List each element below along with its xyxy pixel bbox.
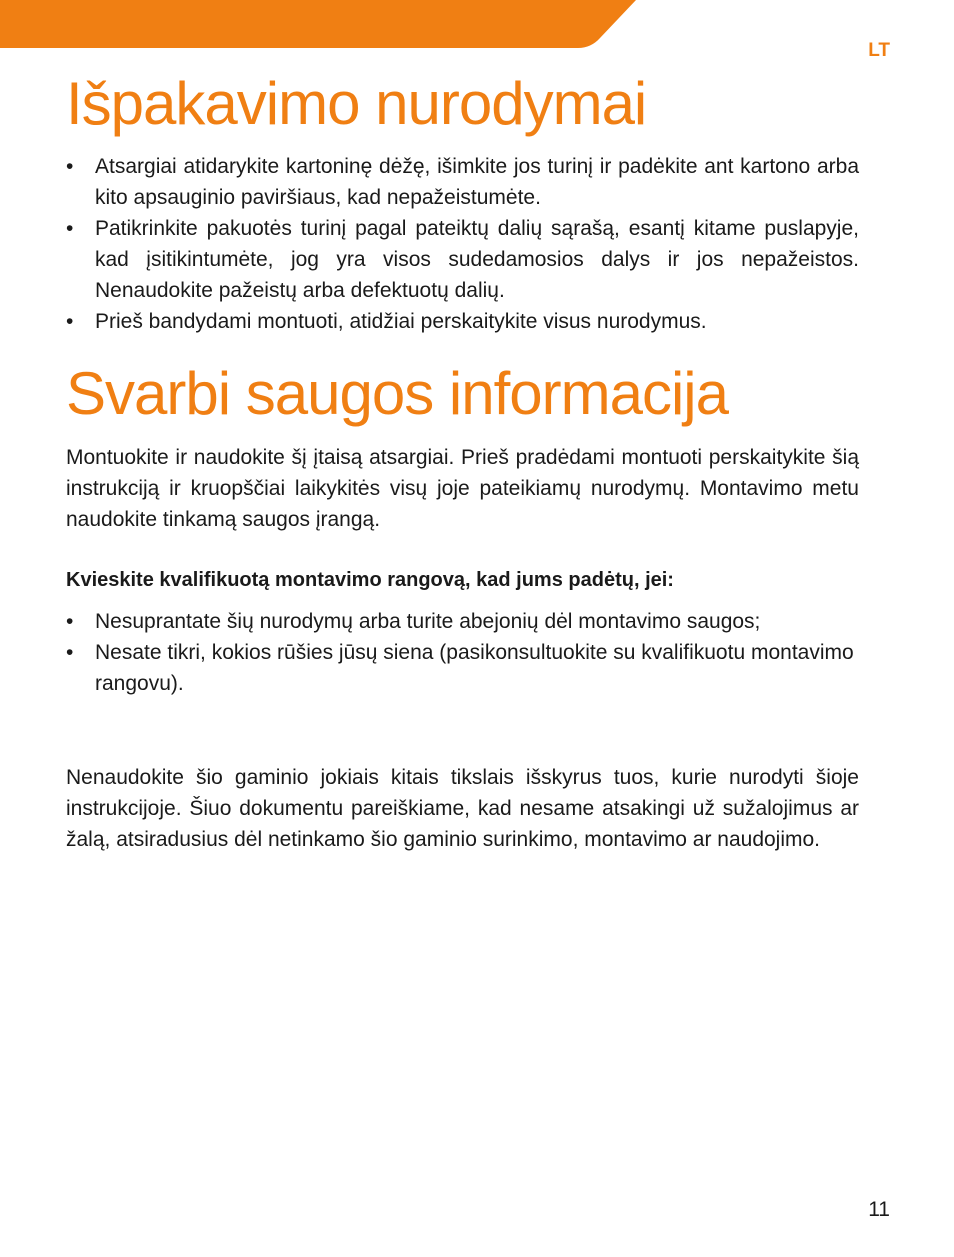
bullet-icon: • — [66, 310, 74, 333]
list-item: • Atsargiai atidarykite kartoninę dėžę, išimkite jos turinį ir padėkite ant kartono arba kito apsauginio paviršiaus, kad nepažeistumėte. — [66, 151, 859, 213]
unpacking-title: Išpakavimo nurodymai — [66, 70, 647, 137]
safety-intro-paragraph: Montuokite ir naudokite šį įtaisą atsargiai. Prieš pradėdami montuoti perskaitykite šią instrukciją ir kruopščiai laikykitės visų joje pateikiamų nurodymų. Montavimo metu naudokite tinkamą saugos įrangą. — [66, 446, 859, 531]
bullet-icon: • — [66, 217, 74, 240]
disclaimer-paragraph: Nenaudokite šio gaminio jokiais kitais tikslais išskyrus tuos, kurie nurodyti šioje instrukcijoje. Šiuo dokumentu pareiškiame, kad nesame atsakingi už sužalojimus ar žalą, atsiradusius dėl netinkamo šio gaminio surinkimo, montavimo ar naudojimo. — [66, 766, 859, 851]
contractor-subheading: Kvieskite kvalifikuotą montavimo rangovą, kad jums padėtų, jei: — [66, 569, 674, 591]
orange-header-banner — [0, 0, 636, 48]
contractor-conditions-list — [66, 606, 859, 699]
bullet-icon: • — [66, 610, 74, 633]
page-number: 11 — [868, 1198, 890, 1221]
list-item: • Nesate tikri, kokios rūšies jūsų siena (pasikonsultuokite su kvalifikuotu montavimo rangovu). — [66, 637, 859, 699]
list-item: • Nesuprantate šių nurodymų arba turite abejonių dėl montavimo saugos; — [66, 606, 859, 637]
unpacking-list — [66, 151, 859, 337]
bullet-icon: • — [66, 155, 74, 178]
language-code-badge: LT — [868, 40, 890, 61]
bullet-icon: • — [66, 641, 74, 664]
list-item: • Prieš bandydami montuoti, atidžiai perskaitykite visus nurodymus. — [66, 306, 859, 337]
list-item: • Patikrinkite pakuotės turinį pagal pateiktų dalių sąrašą, esantį kitame puslapyje, kad įsitikintumėte, jog yra visos sudedamosios dalys ir jos nepažeistos. Nenaudokite pažeistų arba defektuotų dalių. — [66, 213, 859, 306]
safety-title: Svarbi saugos informacija — [66, 360, 728, 427]
